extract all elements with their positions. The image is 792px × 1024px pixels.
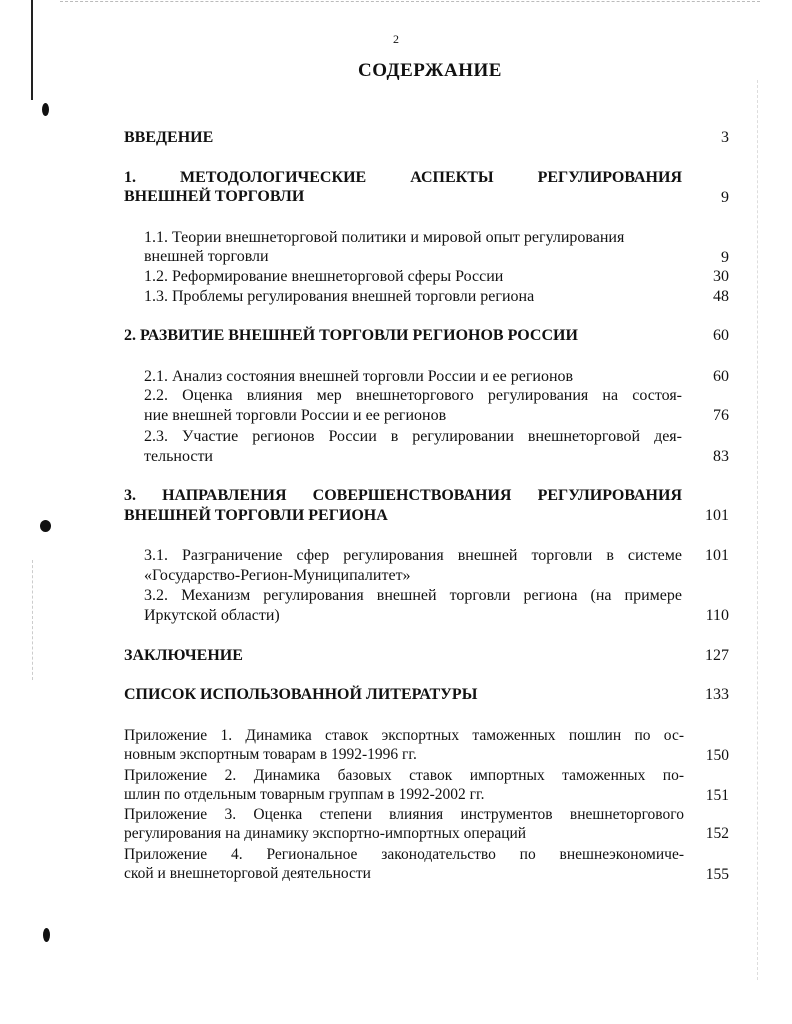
toc-entry-section-3-1 bbox=[144, 546, 729, 586]
toc-entry-section-2-1 bbox=[144, 367, 729, 387]
toc-entry-chapter-2 bbox=[124, 326, 729, 346]
toc-page-number: 110 bbox=[705, 607, 729, 624]
toc-page-number: 133 bbox=[705, 686, 729, 703]
scan-edge-top bbox=[60, 1, 760, 2]
toc-entry-label-line2: шлин по отдельным товарным группам в 1992-2002 гг. bbox=[124, 786, 485, 803]
toc-page-number: 101 bbox=[705, 547, 729, 564]
toc-entry-appendix-1 bbox=[124, 726, 729, 766]
toc-entry-label-line2: новным экспортным товарам в 1992-1996 гг. bbox=[124, 746, 417, 763]
scan-edge-right bbox=[757, 80, 758, 980]
toc-entry-introduction bbox=[124, 128, 729, 148]
toc-entry-references bbox=[124, 685, 729, 705]
toc-entry-label-line2: ние внешней торговли России и ее регионов bbox=[144, 407, 447, 424]
toc-page-number: 83 bbox=[713, 448, 729, 465]
toc-page-number: 9 bbox=[721, 189, 729, 206]
toc-entry-chapter-3 bbox=[124, 486, 729, 526]
toc-entry-label: 1.2. Реформирование внешнеторговой сферы России bbox=[144, 268, 504, 285]
toc-entry-label-line2: «Государство-Регион-Муниципалитет» bbox=[144, 567, 411, 584]
toc-entry-section-2-3 bbox=[144, 427, 729, 467]
toc-entry-label-line1: 1. МЕТОДОЛОГИЧЕСКИЕ АСПЕКТЫ РЕГУЛИРОВАНИЯ bbox=[124, 169, 682, 186]
toc-entry-label-line2: регулирования на динамику экспортно-импортных операций bbox=[124, 825, 527, 842]
toc-entry-label: ЗАКЛЮЧЕНИЕ bbox=[124, 647, 243, 664]
toc-page-number: 60 bbox=[713, 327, 729, 344]
toc-page-number: 60 bbox=[713, 368, 729, 385]
toc-entry-label-line1: Приложение 2. Динамика базовых ставок импортных таможенных по- bbox=[124, 767, 684, 784]
toc-entry-label-line2: ской и внешнеторговой деятельности bbox=[124, 865, 371, 882]
toc-entry-label-line2: тельности bbox=[144, 448, 213, 465]
toc-entry-label-line2: ВНЕШНЕЙ ТОРГОВЛИ РЕГИОНА bbox=[124, 507, 388, 524]
scan-edge-left bbox=[32, 560, 33, 680]
page-number: 2 bbox=[393, 32, 399, 46]
toc-page-number: 151 bbox=[705, 787, 729, 804]
toc-entry-conclusion bbox=[124, 646, 729, 666]
toc-entry-chapter-1 bbox=[124, 168, 729, 208]
toc-page-number: 3 bbox=[721, 129, 729, 146]
toc-entry-label: ВВЕДЕНИЕ bbox=[124, 129, 214, 146]
toc-entry-label-line2: внешней торговли bbox=[144, 248, 269, 265]
toc-entry-section-2-2 bbox=[144, 386, 729, 426]
toc-entry-label: 2.1. Анализ состояния внешней торговли России и ее регионов bbox=[144, 368, 574, 385]
toc-entry-section-1-3 bbox=[144, 287, 729, 307]
toc-page-number: 9 bbox=[721, 249, 729, 266]
punch-hole-mark bbox=[43, 928, 50, 942]
punch-hole-mark bbox=[42, 103, 49, 116]
toc-entry-label-line1: Приложение 1. Динамика ставок экспортных таможенных пошлин по ос- bbox=[124, 727, 684, 744]
toc-entry-label-line1: 3. НАПРАВЛЕНИЯ СОВЕРШЕНСТВОВАНИЯ РЕГУЛИРОВАНИЯ bbox=[124, 487, 682, 504]
toc-entry-label-line1: 2.2. Оценка влияния мер внешнеторгового регулирования на состоя- bbox=[144, 387, 682, 404]
toc-page-number: 127 bbox=[705, 647, 729, 664]
toc-entry-section-3-2 bbox=[144, 586, 729, 626]
toc-page-number: 48 bbox=[713, 288, 729, 305]
toc-entry-label-line1: 2.3. Участие регионов России в регулировании внешнеторговой дея- bbox=[144, 428, 682, 445]
toc-entry-label-line2: ВНЕШНЕЙ ТОРГОВЛИ bbox=[124, 188, 305, 205]
toc-entry-label-line1: Приложение 3. Оценка степени влияния инструментов внешнеторгового bbox=[124, 806, 684, 823]
toc-entry-label-line1: 1.1. Теории внешнеторговой политики и мировой опыт регулирования bbox=[144, 229, 625, 246]
toc-entry-section-1-1 bbox=[144, 228, 729, 268]
toc-page-number: 150 bbox=[705, 747, 729, 764]
toc-page-number: 155 bbox=[705, 866, 729, 883]
page-title: СОДЕРЖАНИЕ bbox=[358, 60, 502, 81]
toc-entry-label-line1: 3.1. Разграничение сфер регулирования внешней торговли в системе bbox=[144, 547, 682, 564]
toc-entry-label-line1: 3.2. Механизм регулирования внешней торговли региона (на примере bbox=[144, 587, 682, 604]
toc-entry-appendix-4 bbox=[124, 845, 729, 885]
toc-entry-label: СПИСОК ИСПОЛЬЗОВАННОЙ ЛИТЕРАТУРЫ bbox=[124, 686, 478, 703]
punch-hole-mark bbox=[40, 520, 51, 532]
toc-page-number: 30 bbox=[713, 268, 729, 285]
scan-border bbox=[31, 0, 33, 100]
toc-entry-label-line1: Приложение 4. Региональное законодательство по внешнеэкономиче- bbox=[124, 846, 684, 863]
toc-entry-label-line2: Иркутской области) bbox=[144, 607, 280, 624]
toc-entry-appendix-2 bbox=[124, 766, 729, 806]
toc-page-number: 76 bbox=[713, 407, 729, 424]
toc-page-number: 152 bbox=[705, 825, 729, 842]
toc-page-number: 101 bbox=[705, 507, 729, 524]
toc-entry-label: 2. РАЗВИТИЕ ВНЕШНЕЙ ТОРГОВЛИ РЕГИОНОВ РОССИИ bbox=[124, 327, 578, 344]
toc-entry-appendix-3 bbox=[124, 805, 729, 845]
toc-entry-label: 1.3. Проблемы регулирования внешней торговли региона bbox=[144, 288, 535, 305]
toc-entry-section-1-2 bbox=[144, 267, 729, 287]
